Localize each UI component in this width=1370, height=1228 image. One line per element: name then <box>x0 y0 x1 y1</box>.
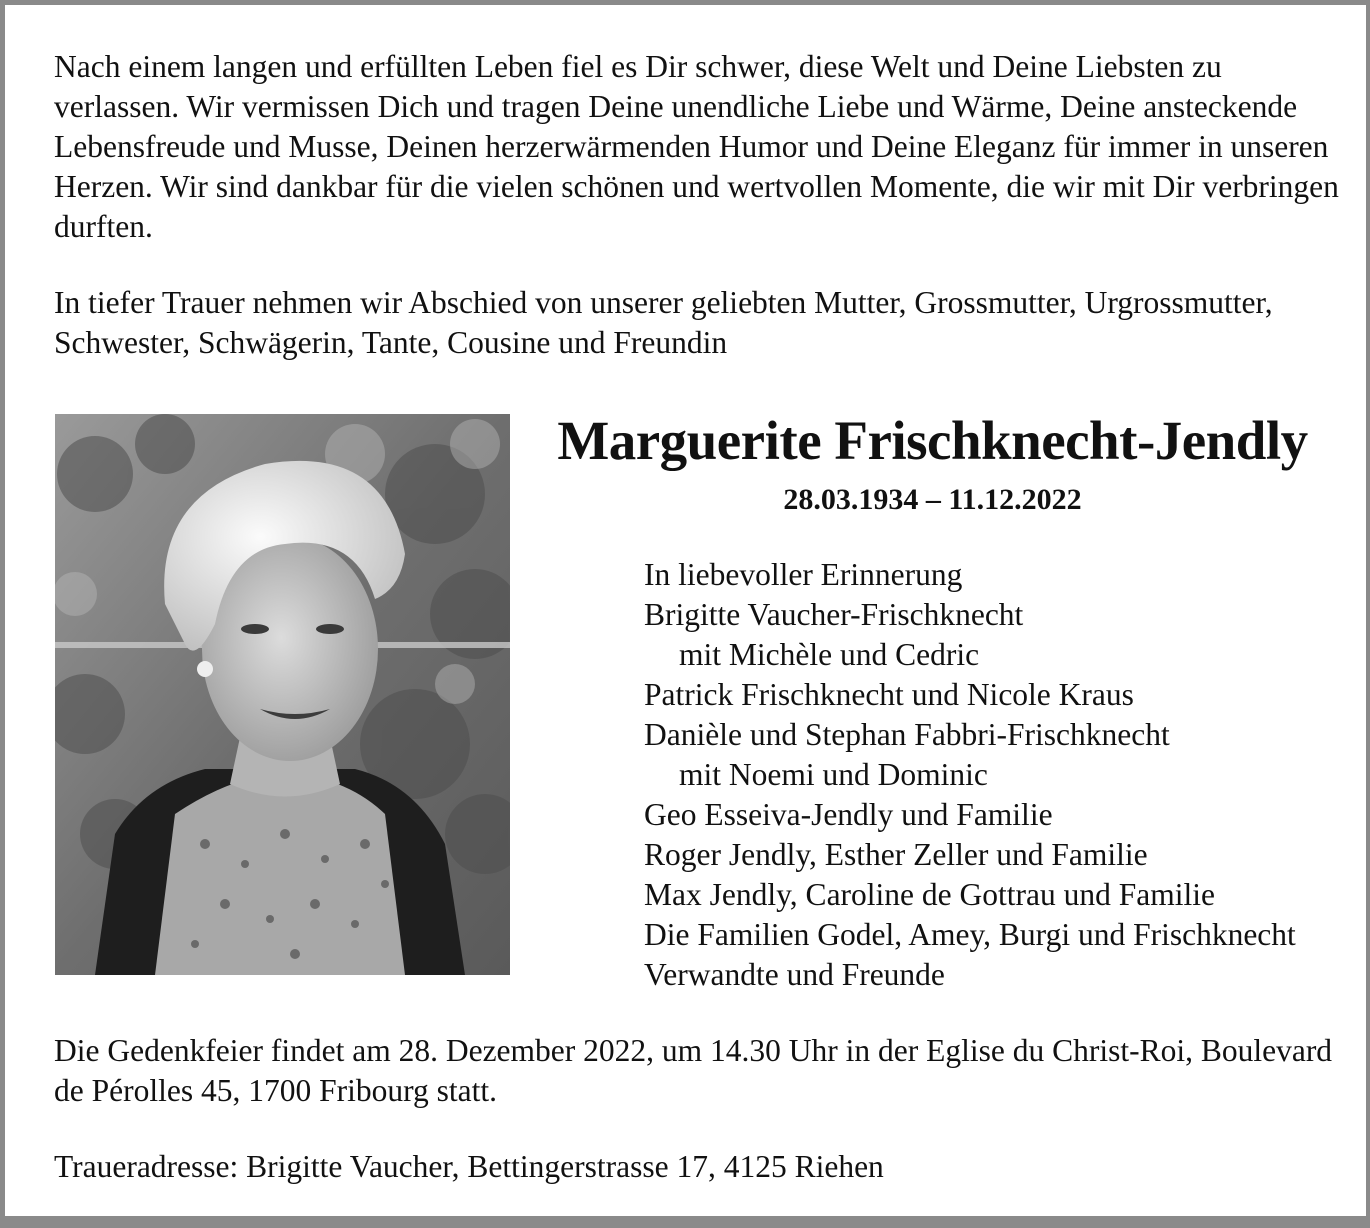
mourning-paragraph: In tiefer Trauer nehmen wir Abschied von unserer geliebten Mutter, Grossmutter, Urgrossmutter, Schwester, Schwägerin, Tante, Cousine und Freundin <box>54 285 1273 360</box>
portrait-photo <box>55 414 510 975</box>
deceased-name: Marguerite Frischknecht-Jendly <box>557 410 1308 471</box>
mourner-line: Roger Jendly, Esther Zeller und Familie <box>644 837 1148 872</box>
mourner-line: Patrick Frischknecht und Nicole Kraus <box>644 677 1134 712</box>
mourner-line: mit Noemi und Dominic <box>679 757 988 792</box>
mourners-list <box>644 555 1334 995</box>
mourner-line: In liebevoller Erinnerung <box>644 557 963 592</box>
mourning-address: Traueradresse: Brigitte Vaucher, Bettingerstrasse 17, 4125 Riehen <box>54 1149 884 1184</box>
mourner-line: Brigitte Vaucher-Frischknecht <box>644 597 1024 632</box>
mourner-line: Danièle und Stephan Fabbri-Frischknecht <box>644 717 1170 752</box>
ceremony-info: Die Gedenkfeier findet am 28. Dezember 2022, um 14.30 Uhr in der Eglise du Christ-Roi, Boulevard de Pérolles 45, 1700 Fribourg statt. <box>54 1033 1333 1108</box>
mourner-line: Verwandte und Freunde <box>644 957 945 992</box>
mourner-line: Die Familien Godel, Amey, Burgi und Frischknecht <box>644 917 1296 952</box>
mourner-line: Geo Esseiva-Jendly und Familie <box>644 797 1053 832</box>
life-dates: 28.03.1934 – 11.12.2022 <box>783 483 1082 516</box>
mourner-line: mit Michèle und Cedric <box>679 637 980 672</box>
mourner-line: Max Jendly, Caroline de Gottrau und Familie <box>644 877 1215 912</box>
intro-paragraph: Nach einem langen und erfüllten Leben fiel es Dir schwer, diese Welt und Deine Liebsten zu verlassen. Wir vermissen Dich und tragen Deine unendliche Liebe und Wärme, Deine ansteckende Lebensfreude und Musse, Deinen herzerwärmenden Humor und Deine Eleganz für immer in unseren Herzen. Wir sind dankbar für die vielen schönen und wertvollen Momente, die wir mit Dir verbringen durften. <box>54 49 1339 244</box>
